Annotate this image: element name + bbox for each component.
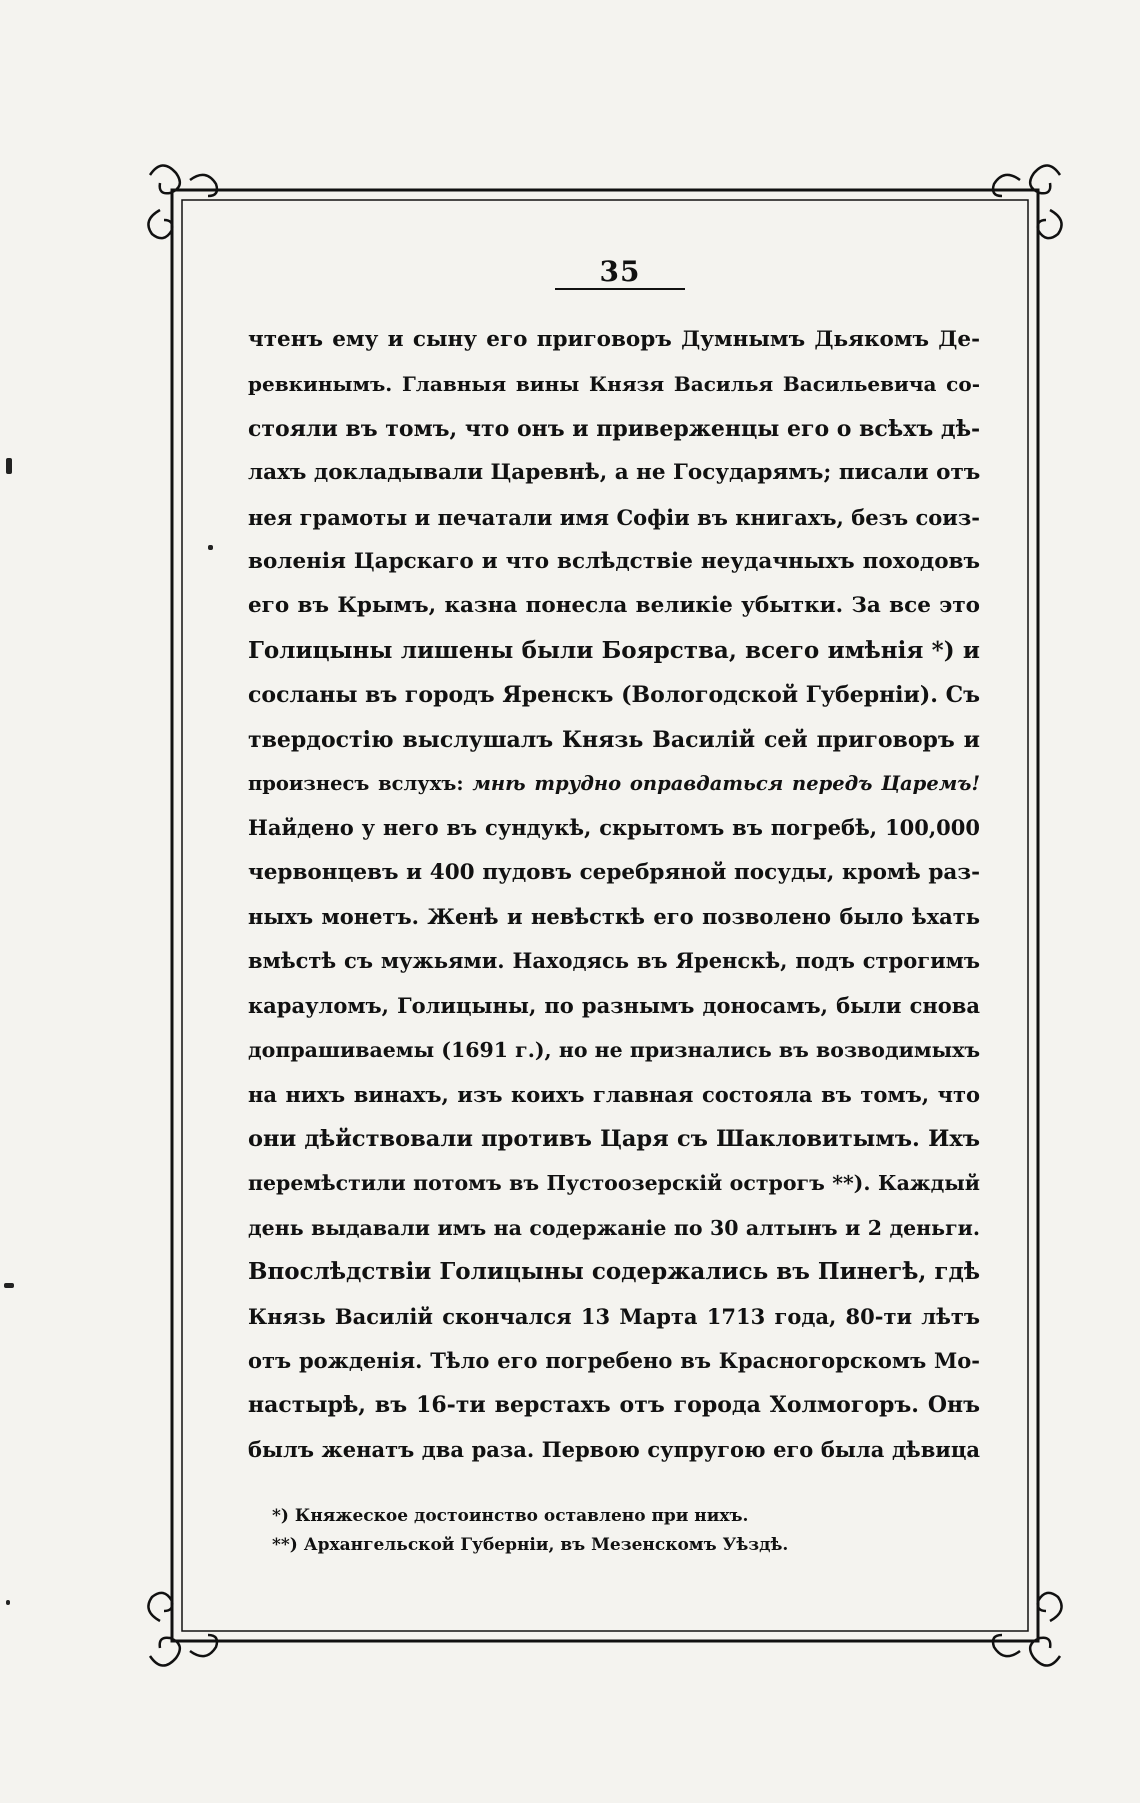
text-line: твердостію выслушалъ Князь Василій сей приговоръ и	[248, 726, 980, 753]
text-line: допрашиваемы (1691 г.), но не признались въ возводимыхъ	[248, 1038, 980, 1063]
quote-italic: мнѣ трудно оправдаться передъ Царемъ!	[472, 771, 980, 795]
text-line: чтенъ ему и сыну его приговоръ Думнымъ Дьякомъ Де-	[248, 327, 980, 352]
text-line: Князь Василій скончался 13 Марта 1713 года, 80-ти лѣтъ	[248, 1303, 980, 1329]
text-line: его въ Крымъ, казна понесла великіе убытки. За все это	[248, 593, 980, 619]
text-line: они дѣйствовали противъ Царя съ Шакловитымъ. Ихъ	[248, 1126, 980, 1153]
body-text	[248, 318, 980, 1472]
scan-speck	[6, 458, 12, 474]
text-line: воленія Царскаго и что вслѣдствіе неудачныхъ походовъ	[248, 548, 980, 574]
text-line: нея грамоты и печатали имя Софіи въ книгахъ, безъ соиз-	[248, 504, 980, 530]
text-line: отъ рожденія. Тѣло его погребено въ Красногорскомъ Мо-	[248, 1347, 980, 1373]
text-line: былъ женатъ два раза. Первою супругою его была дѣвица	[248, 1436, 980, 1462]
scan-speck	[4, 1283, 14, 1288]
footnote: *) Княжеское достоинство оставлено при нихъ.	[272, 1506, 749, 1526]
text-line: Голицыны лишены были Боярства, всего имѣнія *) и	[248, 636, 980, 664]
text-line: настырѣ, въ 16-ти верстахъ отъ города Холмогоръ. Онъ	[248, 1392, 980, 1419]
text-line: день выдавали имъ на содержаніе по 30 алтынъ и 2 деньги.	[248, 1215, 980, 1240]
text-line: ныхъ монетъ. Женѣ и невѣсткѣ его позволено было ѣхать	[248, 904, 980, 930]
text-line: червонцевъ и 400 пудовъ серебряной посуды, кромѣ раз-	[248, 859, 980, 885]
footnote: **) Архангельской Губерніи, въ Мезенскомъ Уѣздѣ.	[272, 1535, 789, 1555]
text-line: стояли въ томъ, что онъ и приверженцы его о всѣхъ дѣ-	[248, 415, 980, 442]
text-line: сосланы въ городъ Яренскъ (Вологодской Губерніи). Съ	[248, 682, 980, 709]
text-line: на нихъ винахъ, изъ коихъ главная состояла въ томъ, что	[248, 1081, 980, 1107]
text-line-quote	[248, 762, 980, 806]
text-line: вмѣстѣ съ мужьями. Находясь въ Яренскѣ, подъ строгимъ	[248, 948, 980, 974]
scan-speck	[208, 545, 213, 550]
scan-speck	[6, 1600, 10, 1605]
page-number-rule	[555, 288, 685, 290]
text-line: перемѣстили потомъ въ Пустоозерскій острогъ **). Каждый	[248, 1171, 980, 1196]
footnotes	[272, 1502, 872, 1560]
text-line: ревкинымъ. Главныя вины Князя Василья Васильевича со-	[248, 372, 980, 397]
text-line: карауломъ, Голицыны, по разнымъ доносамъ, были снова	[248, 992, 980, 1018]
text-line: Впослѣдствіи Голицыны содержались въ Пинегѣ, гдѣ	[248, 1258, 980, 1286]
text-line: лахъ докладывали Царевнѣ, а не Государямъ; писали отъ	[248, 460, 980, 486]
text-line: Найдено у него въ сундукѣ, скрытомъ въ погребѣ, 100,000	[248, 815, 980, 841]
page-number: 35	[599, 255, 641, 288]
quote-prefix: произнесъ вслухъ:	[248, 771, 473, 795]
